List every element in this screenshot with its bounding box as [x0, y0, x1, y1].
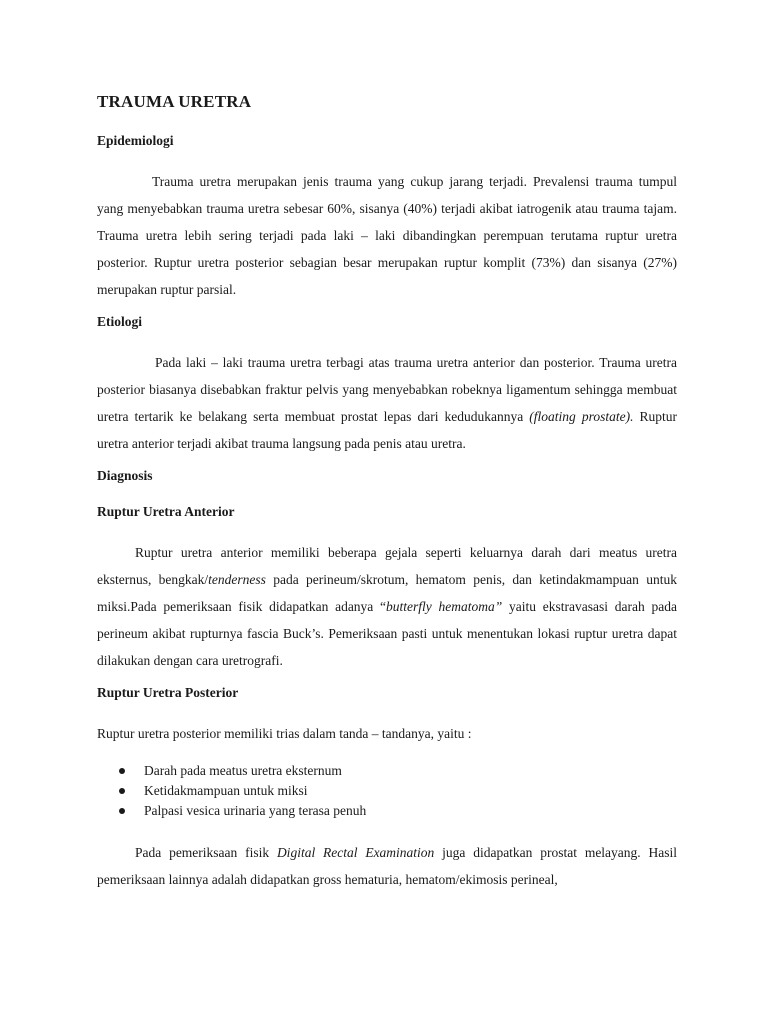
list-item-text: Darah pada meatus uretra eksternum: [144, 763, 342, 778]
posterior-text-1: Pada pemeriksaan fisik: [135, 845, 277, 860]
document-title: TRAUMA URETRA: [97, 92, 252, 111]
posterior-italic: Digital Rectal Examination: [276, 845, 435, 860]
paragraph-etiologi: [97, 349, 677, 457]
heading-epidemiologi: Epidemiologi: [97, 133, 174, 148]
list-item: [97, 781, 677, 801]
heading-diagnosis: Diagnosis: [97, 468, 153, 483]
bullet-icon: [119, 768, 125, 774]
paragraph-ruptur-anterior: [97, 539, 677, 674]
bullet-icon: [119, 808, 125, 814]
heading-etiologi: Etiologi: [97, 314, 143, 329]
posterior-text-2: juga didapatkan prostat melayang. Hasil pemeriksaan lainnya adalah didapatkan gross hematuria, hematom/ekimosis perineal,: [97, 845, 677, 887]
etiologi-italic: (floating prostate).: [529, 409, 634, 424]
heading-ruptur-anterior: Ruptur Uretra Anterior: [97, 504, 235, 519]
anterior-text-1: Ruptur uretra anterior memiliki beberapa gejala seperti keluarnya darah dari meatus uretra eksternus, bengkak/: [97, 545, 677, 587]
list-item: [97, 761, 677, 781]
paragraph-posterior-intro: Ruptur uretra posterior memiliki trias dalam tanda – tandanya, yaitu :: [97, 726, 472, 741]
bullet-list-trias: [97, 761, 677, 821]
list-item: [97, 801, 677, 821]
paragraph-epidemiologi: Trauma uretra merupakan jenis trauma yang cukup jarang terjadi. Prevalensi trauma tumpul yang menyebabkan trauma uretra sebesar 60%, sisanya (40%) terjadi akibat iatrogenik atau trauma tajam. Trauma uretra lebih sering terjadi pada laki – laki dibandingkan perempuan terutama ruptur uretra posterior. Ruptur uretra posterior sebagian besar merupakan ruptur komplit (73%) dan sisanya (27%) merupakan ruptur parsial.: [97, 174, 677, 297]
bullet-icon: [119, 788, 125, 794]
anterior-text-3: yaitu ekstravasasi darah pada perineum akibat rupturnya fascia Buck’s. Pemeriksaan pasti untuk menentukan lokasi ruptur uretra dapat dilakukan dengan cara uretrografi.: [97, 599, 677, 668]
etiologi-text-1: Pada laki – laki trauma uretra terbagi atas trauma uretra anterior dan posterior. Trauma uretra posterior biasanya disebabkan fraktur pelvis yang menyebabkan robeknya ligamentum sehingga membuat uretra tertarik ke belakang serta membuat prostat lepas dari kedudukannya: [97, 355, 677, 424]
document-content: [97, 92, 677, 903]
anterior-italic-1: tenderness: [208, 572, 266, 587]
anterior-text-2: pada perineum/skrotum, hematom penis, dan ketindakmampuan untuk miksi.Pada pemeriksaan fisik didapatkan adanya “: [97, 572, 677, 614]
etiologi-text-2: Ruptur uretra anterior terjadi akibat trauma langsung pada penis atau uretra.: [97, 409, 677, 451]
anterior-italic-2: butterfly hematoma”: [386, 599, 503, 614]
list-item-text: Palpasi vesica urinaria yang terasa penuh: [144, 803, 367, 818]
paragraph-posterior-exam: [97, 839, 677, 893]
list-item-text: Ketidakmampuan untuk miksi: [144, 783, 308, 798]
heading-ruptur-posterior: Ruptur Uretra Posterior: [97, 685, 239, 700]
